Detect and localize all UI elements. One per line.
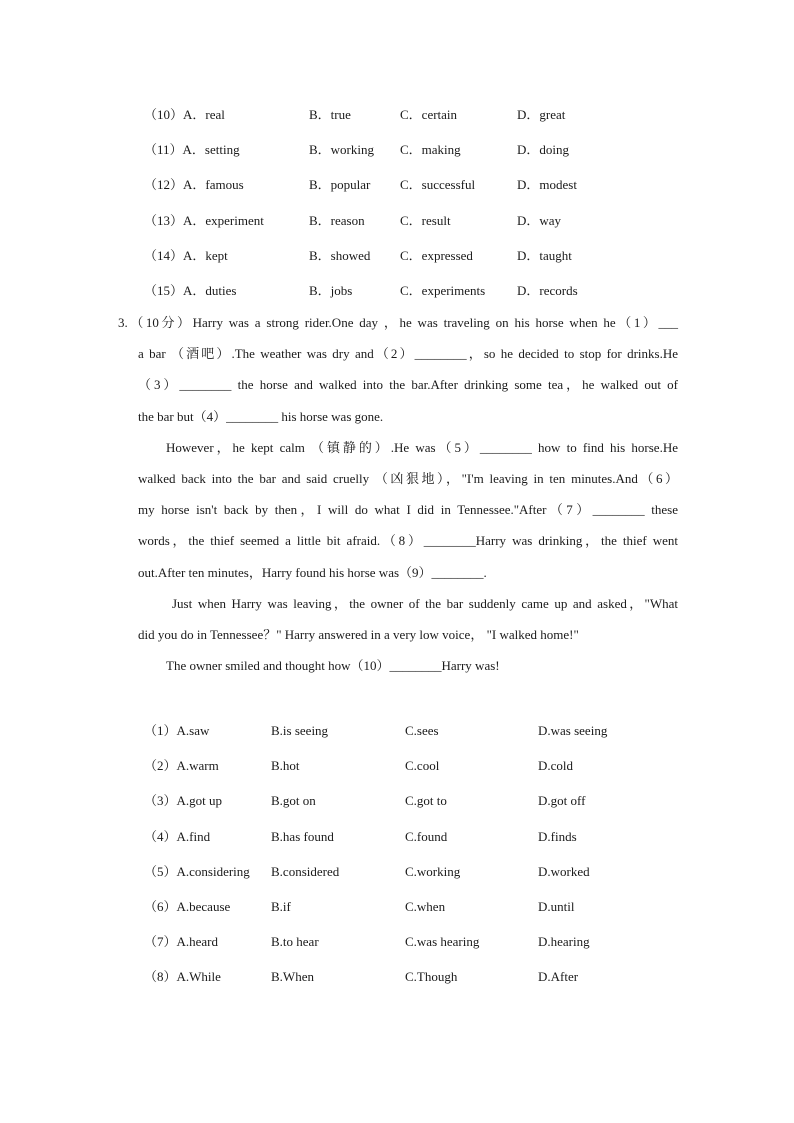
option-d: D.until [538,898,575,914]
passage-line: walked back into the bar and said cruelly （凶狠地），"I'm leaving in ten minutes.And（6） [138,470,678,486]
option-b: B．jobs [309,282,353,298]
option-c: C.got to [405,793,447,809]
passage-line: my horse isn't back by then，I will do what I did in Tennessee."After（7）________ these [138,502,678,518]
option-a: （4）A.find [144,828,211,844]
passage-line: Just when Harry was leaving，the owner of the bar suddenly came up and asked，"What [172,595,678,611]
option-d: D．records [517,282,578,298]
option-d: D.finds [538,828,577,844]
option-c: C．making [400,142,461,158]
option-a: （3）A.got up [144,793,223,809]
option-d: D.worked [538,863,590,879]
option-b: B．showed [309,247,371,263]
option-c: C.when [405,898,446,914]
passage-line: 3.（10分）Harry was a strong rider.One day ，he was traveling on his horse when he（1）___ [118,315,678,330]
option-d: D．modest [517,177,577,193]
option-d: D．taught [517,247,572,263]
option-d: D.was seeing [538,723,608,738]
option-a: （1）A.saw [144,723,210,738]
option-b: B．reason [309,212,365,228]
option-a: （6）A.because [144,898,231,914]
option-b: B.hot [271,758,300,774]
option-a: （14）A．kept [144,247,228,263]
passage-line: The owner smiled and thought how（10）________Harry was! [166,658,500,674]
option-c: C．certain [400,107,458,122]
option-c: C．successful [400,177,476,193]
option-b: B.got on [271,793,316,809]
option-a: （12）A．famous [144,177,244,193]
option-b: B.considered [271,863,340,879]
option-a: （5）A.considering [144,863,250,879]
option-d: D.cold [538,758,574,774]
passage-line: However，he kept calm （镇静的）.He was（5）________ how to find his horse.He [166,439,678,455]
option-b: B.has found [271,828,334,844]
passage-line: out.After ten minutes，Harry found his horse was（9）________. [138,564,487,580]
option-c: C.was hearing [405,934,480,950]
option-a: （10）A．real [144,107,225,122]
option-c: C．experiments [400,282,486,298]
option-a: （7）A.heard [144,934,219,950]
option-d: D.hearing [538,934,590,950]
option-b: B．true [309,107,351,122]
option-d: D.After [538,969,579,985]
option-c: C.sees [405,723,439,738]
passage-line: the bar but（4）________ his horse was gone. [138,408,384,424]
option-b: B.When [271,969,314,985]
option-a: （13）A．experiment [144,212,264,228]
option-c: C.Though [405,969,458,985]
option-c: C.cool [405,758,440,774]
option-b: B．working [309,142,375,158]
option-a: （2）A.warm [144,758,219,774]
option-d: D.got off [538,793,586,809]
reading-passage [118,313,678,687]
option-c: C．result [400,212,451,228]
option-d: D．way [517,212,562,228]
option-d: D．great [517,107,566,122]
passage-line: a bar （酒吧）.The weather was dry and（2）________，so he decided to stop for drinks.He [138,346,678,362]
option-a: （11）A．setting [144,142,240,158]
passage-line: （3）________ the horse and walked into the bar.After drinking some tea，he walked out of [138,377,678,393]
passage-line: did you do in Tennessee？" Harry answered in a very low voice， "I walked home!" [138,626,579,642]
option-a: （8）A.While [144,969,221,985]
option-c: C．expressed [400,247,473,263]
passage-line: words，the thief seemed a little bit afraid.（8）________Harry was drinking，the thief went [138,533,678,549]
option-a: （15）A．duties [144,282,237,298]
option-d: D．doing [517,142,570,158]
option-b: B.is seeing [271,723,329,738]
option-c: C.found [405,828,448,844]
option-c: C.working [405,863,461,879]
option-b: B.if [271,898,291,914]
option-b: B．popular [309,177,371,193]
option-b: B.to hear [271,934,319,950]
